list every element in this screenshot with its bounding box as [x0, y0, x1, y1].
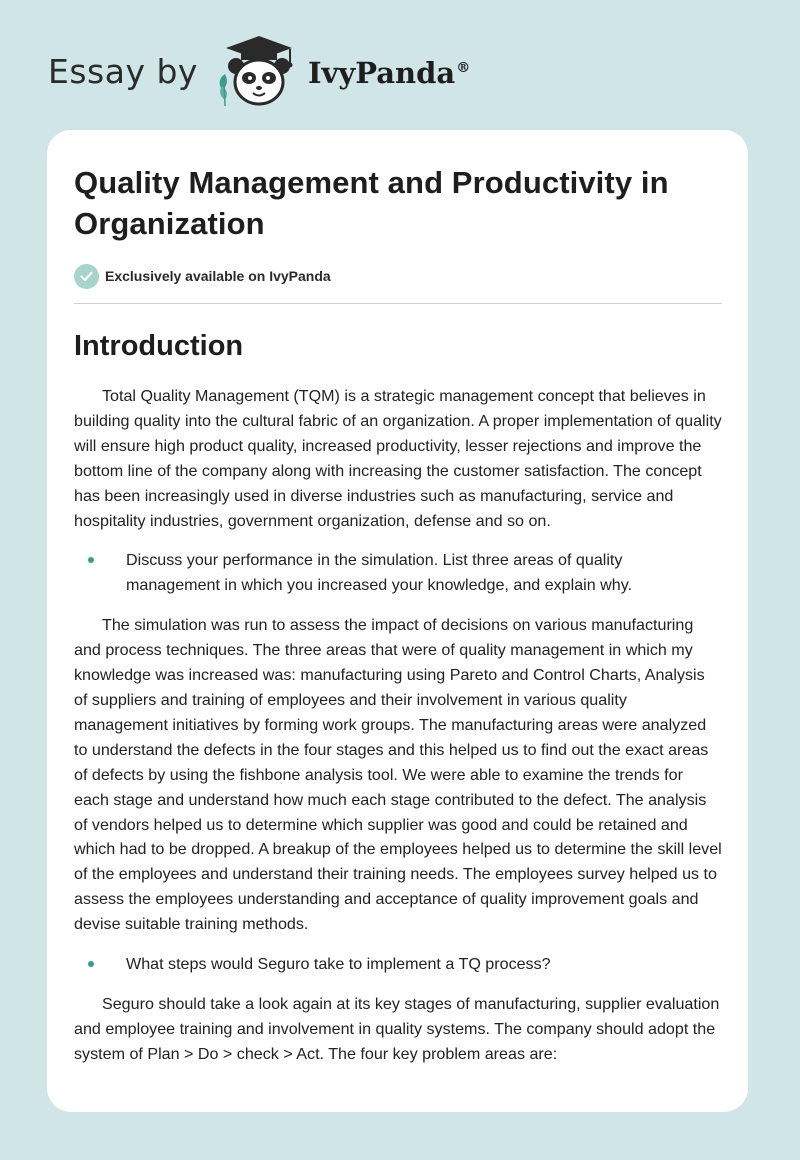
exclusive-badge: [74, 263, 722, 289]
list-item: [74, 548, 722, 598]
paragraph: The simulation was run to assess the impact of decisions on various manufacturing and process techniques. The three areas that were of quality management in which my knowledge was increased was: manufacturing using Pareto and Control Charts, Analysis of suppliers and training of employees and their involvement in various quality management initiatives by forming work groups. The manufacturing areas were analyzed to understand the defects in the four stages and this helped us to find out the exact areas of defects by using the fishbone analysis tool. We were able to examine the trends for each stage and understand how much each stage contributed to the defect. The analysis of vendors helped us to determine which supplier was good and could be retained and which had to be dropped. A breakup of the employees helped us to determine the skill level of the employees and understand their training needs. The employees survey helped us to assess the employees understanding and acceptance of quality improvement goals and devise suitable training methods.: [74, 616, 722, 934]
bullet-icon: [74, 952, 126, 977]
divider: [74, 303, 722, 304]
bullet-text: What steps would Seguro take to implement a TQ process?: [126, 955, 551, 974]
essay-by-label: Essay by: [48, 51, 198, 91]
check-icon: [74, 264, 99, 289]
essay-title: Quality Management and Productivity in Organization: [74, 165, 669, 241]
paragraph: Total Quality Management (TQM) is a strategic management concept that believes in building quality into the cultural fabric of an organization. A proper implementation of quality will ensure high product quality, increased productivity, lesser rejections and improve the bottom line of the company along with increasing the customer satisfaction. The concept has been increasingly used in diverse industries such as manufacturing, service and hospitality industries, government organization, defense and so on.: [74, 387, 722, 530]
bullet-icon: [74, 548, 126, 598]
registered-mark: ®: [456, 60, 471, 77]
panda-logo-icon[interactable]: [216, 34, 302, 108]
bullet-text: Discuss your performance in the simulation. List three areas of quality management in which you increased your knowledge, and explain why.: [126, 551, 633, 595]
list-item: [74, 952, 722, 977]
site-header: [48, 34, 470, 108]
brand-name[interactable]: IvyPanda®: [307, 56, 471, 90]
section-heading: Introduction: [74, 330, 244, 362]
essay-card: [47, 130, 748, 1112]
exclusive-label: Exclusively available on IvyPanda: [105, 268, 331, 284]
paragraph: Seguro should take a look again at its key stages of manufacturing, supplier evaluation and employee training and involvement in quality systems. The company should adopt the system of Plan > Do > check > Act. The four key problem areas are:: [74, 994, 720, 1063]
